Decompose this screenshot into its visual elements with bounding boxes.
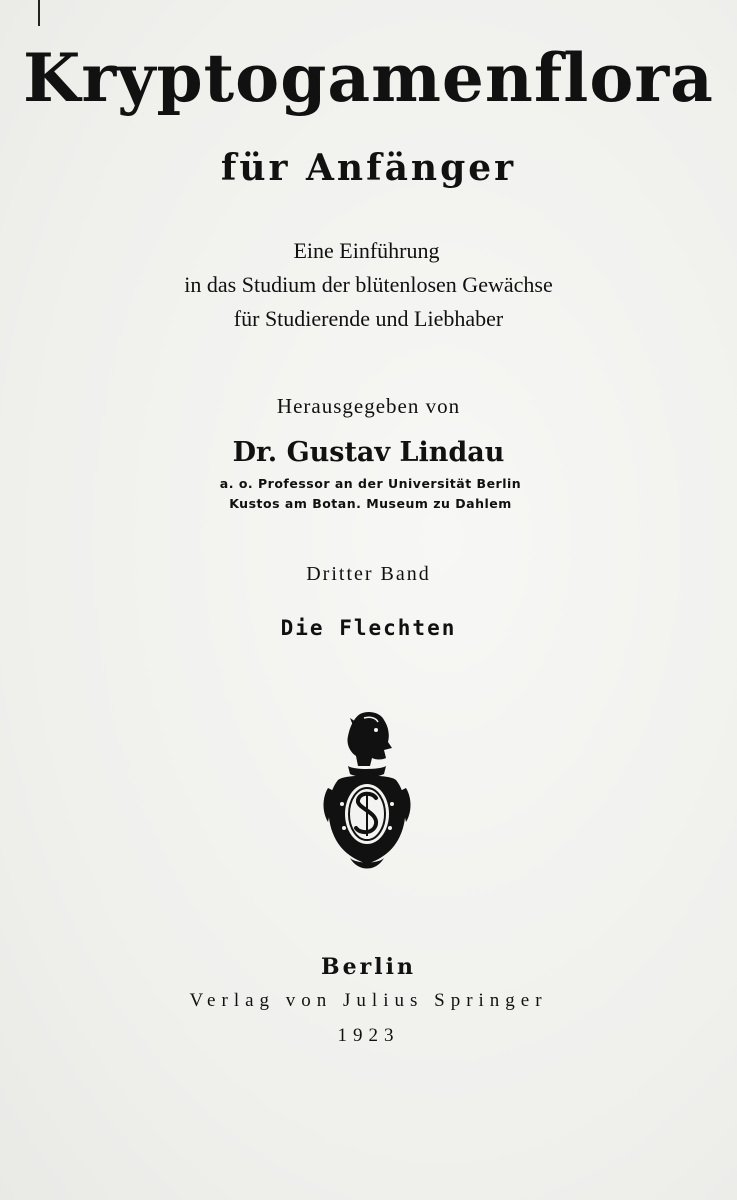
description-line-1: Eine Einführung xyxy=(293,238,440,263)
author-name: Dr. Gustav Lindau xyxy=(232,437,505,468)
description-line-3: für Studierende und Liebhaber xyxy=(233,306,504,331)
volume-title: Die Flechten xyxy=(280,616,457,640)
editor-intro: Herausgegeben von xyxy=(276,394,461,418)
scan-edge-mark xyxy=(38,0,40,26)
affiliation-line-1: a. o. Professor an der Universität Berlin xyxy=(219,476,522,491)
book-title: Kryptogamenflora xyxy=(23,39,714,117)
volume-number: Dritter Band xyxy=(306,563,431,585)
affiliation-line-2: Kustos am Botan. Museum zu Dahlem xyxy=(229,496,512,511)
publisher-name: Verlag von Julius Springer xyxy=(189,990,548,1011)
publication-city: Berlin xyxy=(321,954,416,980)
springer-knight-logo-icon xyxy=(320,708,414,872)
book-subtitle: für Anfänger xyxy=(220,147,517,189)
publication-year: 1923 xyxy=(337,1025,400,1046)
description-line-2: in das Studium der blütenlosen Gewächse xyxy=(184,272,553,297)
